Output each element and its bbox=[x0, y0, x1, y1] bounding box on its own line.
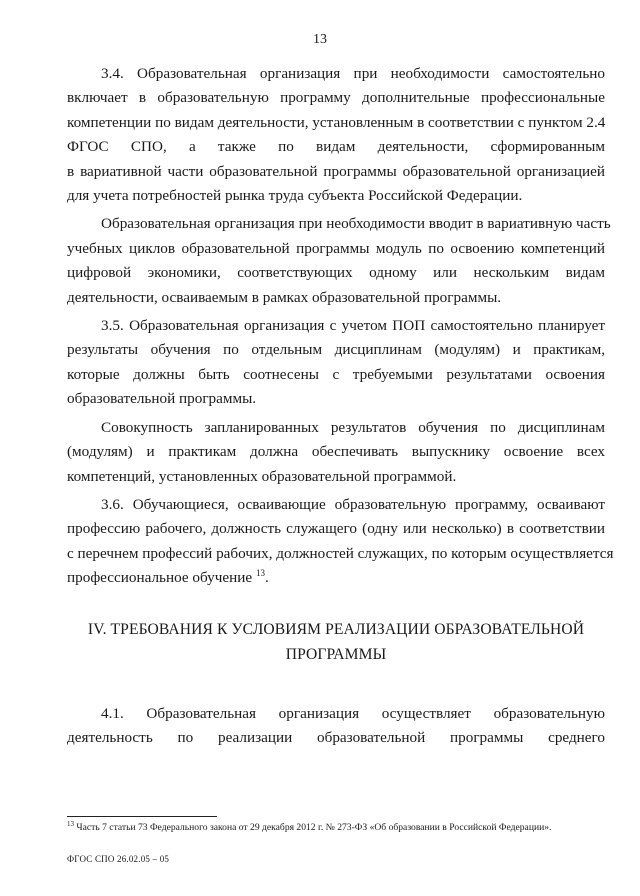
page-number: 13 bbox=[313, 32, 327, 47]
text-line: Образовательная организация при необходимости вводит в вариативную часть bbox=[101, 215, 611, 233]
footnote-text: Часть 7 статьи 73 Федерального закона от 29 декабря 2012 г. № 273-ФЗ «Об образовании в Российской Федерации». bbox=[74, 822, 552, 833]
text-line: результаты обучения по отдельным дисциплинам (модулям) и практикам, bbox=[67, 341, 605, 359]
text-line: 3.4. Образовательная организация при необходимости самостоятельно bbox=[101, 65, 605, 82]
text-line: профессиональное обучение $^{13}$. bbox=[67, 568, 269, 587]
footnote bbox=[67, 819, 607, 834]
text-line-content: профессиональное обучение bbox=[67, 569, 253, 587]
paragraph-3-4 bbox=[67, 62, 605, 208]
text-line: 3.5. Образовательная организация с учетом ПОП самостоятельно планирует bbox=[101, 317, 605, 335]
text-line: компетенций, установленных образовательной программой. bbox=[67, 467, 457, 485]
paragraph-learning-outcomes bbox=[67, 416, 605, 489]
text-line: цифровой экономики, соответствующих одному или нескольким видам bbox=[67, 264, 605, 282]
text-line: в вариативной части образовательной программы образовательной организацией bbox=[67, 162, 605, 180]
text-line: образовательной программы. bbox=[67, 390, 257, 408]
text-line: с перечнем профессий рабочих, должностей служащих, по которым осуществляется bbox=[67, 544, 614, 562]
text-line: (модулям) и практикам должна обеспечивать выпускнику освоение всех bbox=[67, 443, 605, 461]
text-line: Совокупность запланированных результатов обучения по дисциплинам bbox=[101, 418, 605, 436]
text-line: деятельность по реализации образовательной программы среднего bbox=[67, 728, 605, 746]
text-line: профессию рабочего, должность служащего (одну или несколько) в соответствии bbox=[67, 520, 605, 538]
text-line: включает в образовательную программу дополнительные профессиональные bbox=[67, 89, 605, 107]
footnote-ref[interactable]: 13 bbox=[255, 568, 265, 579]
text-line: компетенции по видам деятельности, установленным в соответствии с пунктом 2.4 bbox=[67, 113, 606, 131]
paragraph-4-1 bbox=[67, 702, 605, 751]
text-line: учебных циклов образовательной программы модуль по освоению компетенций bbox=[67, 239, 605, 257]
footnote-separator bbox=[67, 816, 217, 817]
paragraph-3-6 bbox=[67, 493, 614, 591]
document-code: ФГОС СПО 26.02.05 – 05 bbox=[67, 854, 170, 864]
section-heading-line: ПРОГРАММЫ bbox=[285, 645, 387, 663]
text-line: 3.6. Обучающиеся, осваивающие образовательную программу, осваивают bbox=[101, 495, 605, 513]
text-line: которые должны быть соотнесены с требуемыми результатами освоения bbox=[67, 365, 605, 383]
text-line: для учета потребностей рынка труда субъекта Российской Федерации. bbox=[67, 187, 523, 205]
text-line: ФГОС СПО, а также по видам деятельности, сформированным bbox=[67, 138, 605, 156]
text-line: деятельности, осваиваемым в рамках образовательной программы. bbox=[67, 288, 502, 306]
section-heading bbox=[67, 617, 605, 667]
footnote-marker: 13 bbox=[67, 819, 74, 828]
section-heading-line: IV. ТРЕБОВАНИЯ К УСЛОВИЯМ РЕАЛИЗАЦИИ ОБРАЗОВАТЕЛЬНОЙ bbox=[87, 620, 585, 638]
document-body bbox=[67, 62, 614, 750]
text-line: 4.1. Образовательная организация осуществляет образовательную bbox=[101, 704, 605, 722]
paragraph-digital-economy bbox=[67, 212, 611, 310]
paragraph-3-5 bbox=[67, 314, 605, 412]
